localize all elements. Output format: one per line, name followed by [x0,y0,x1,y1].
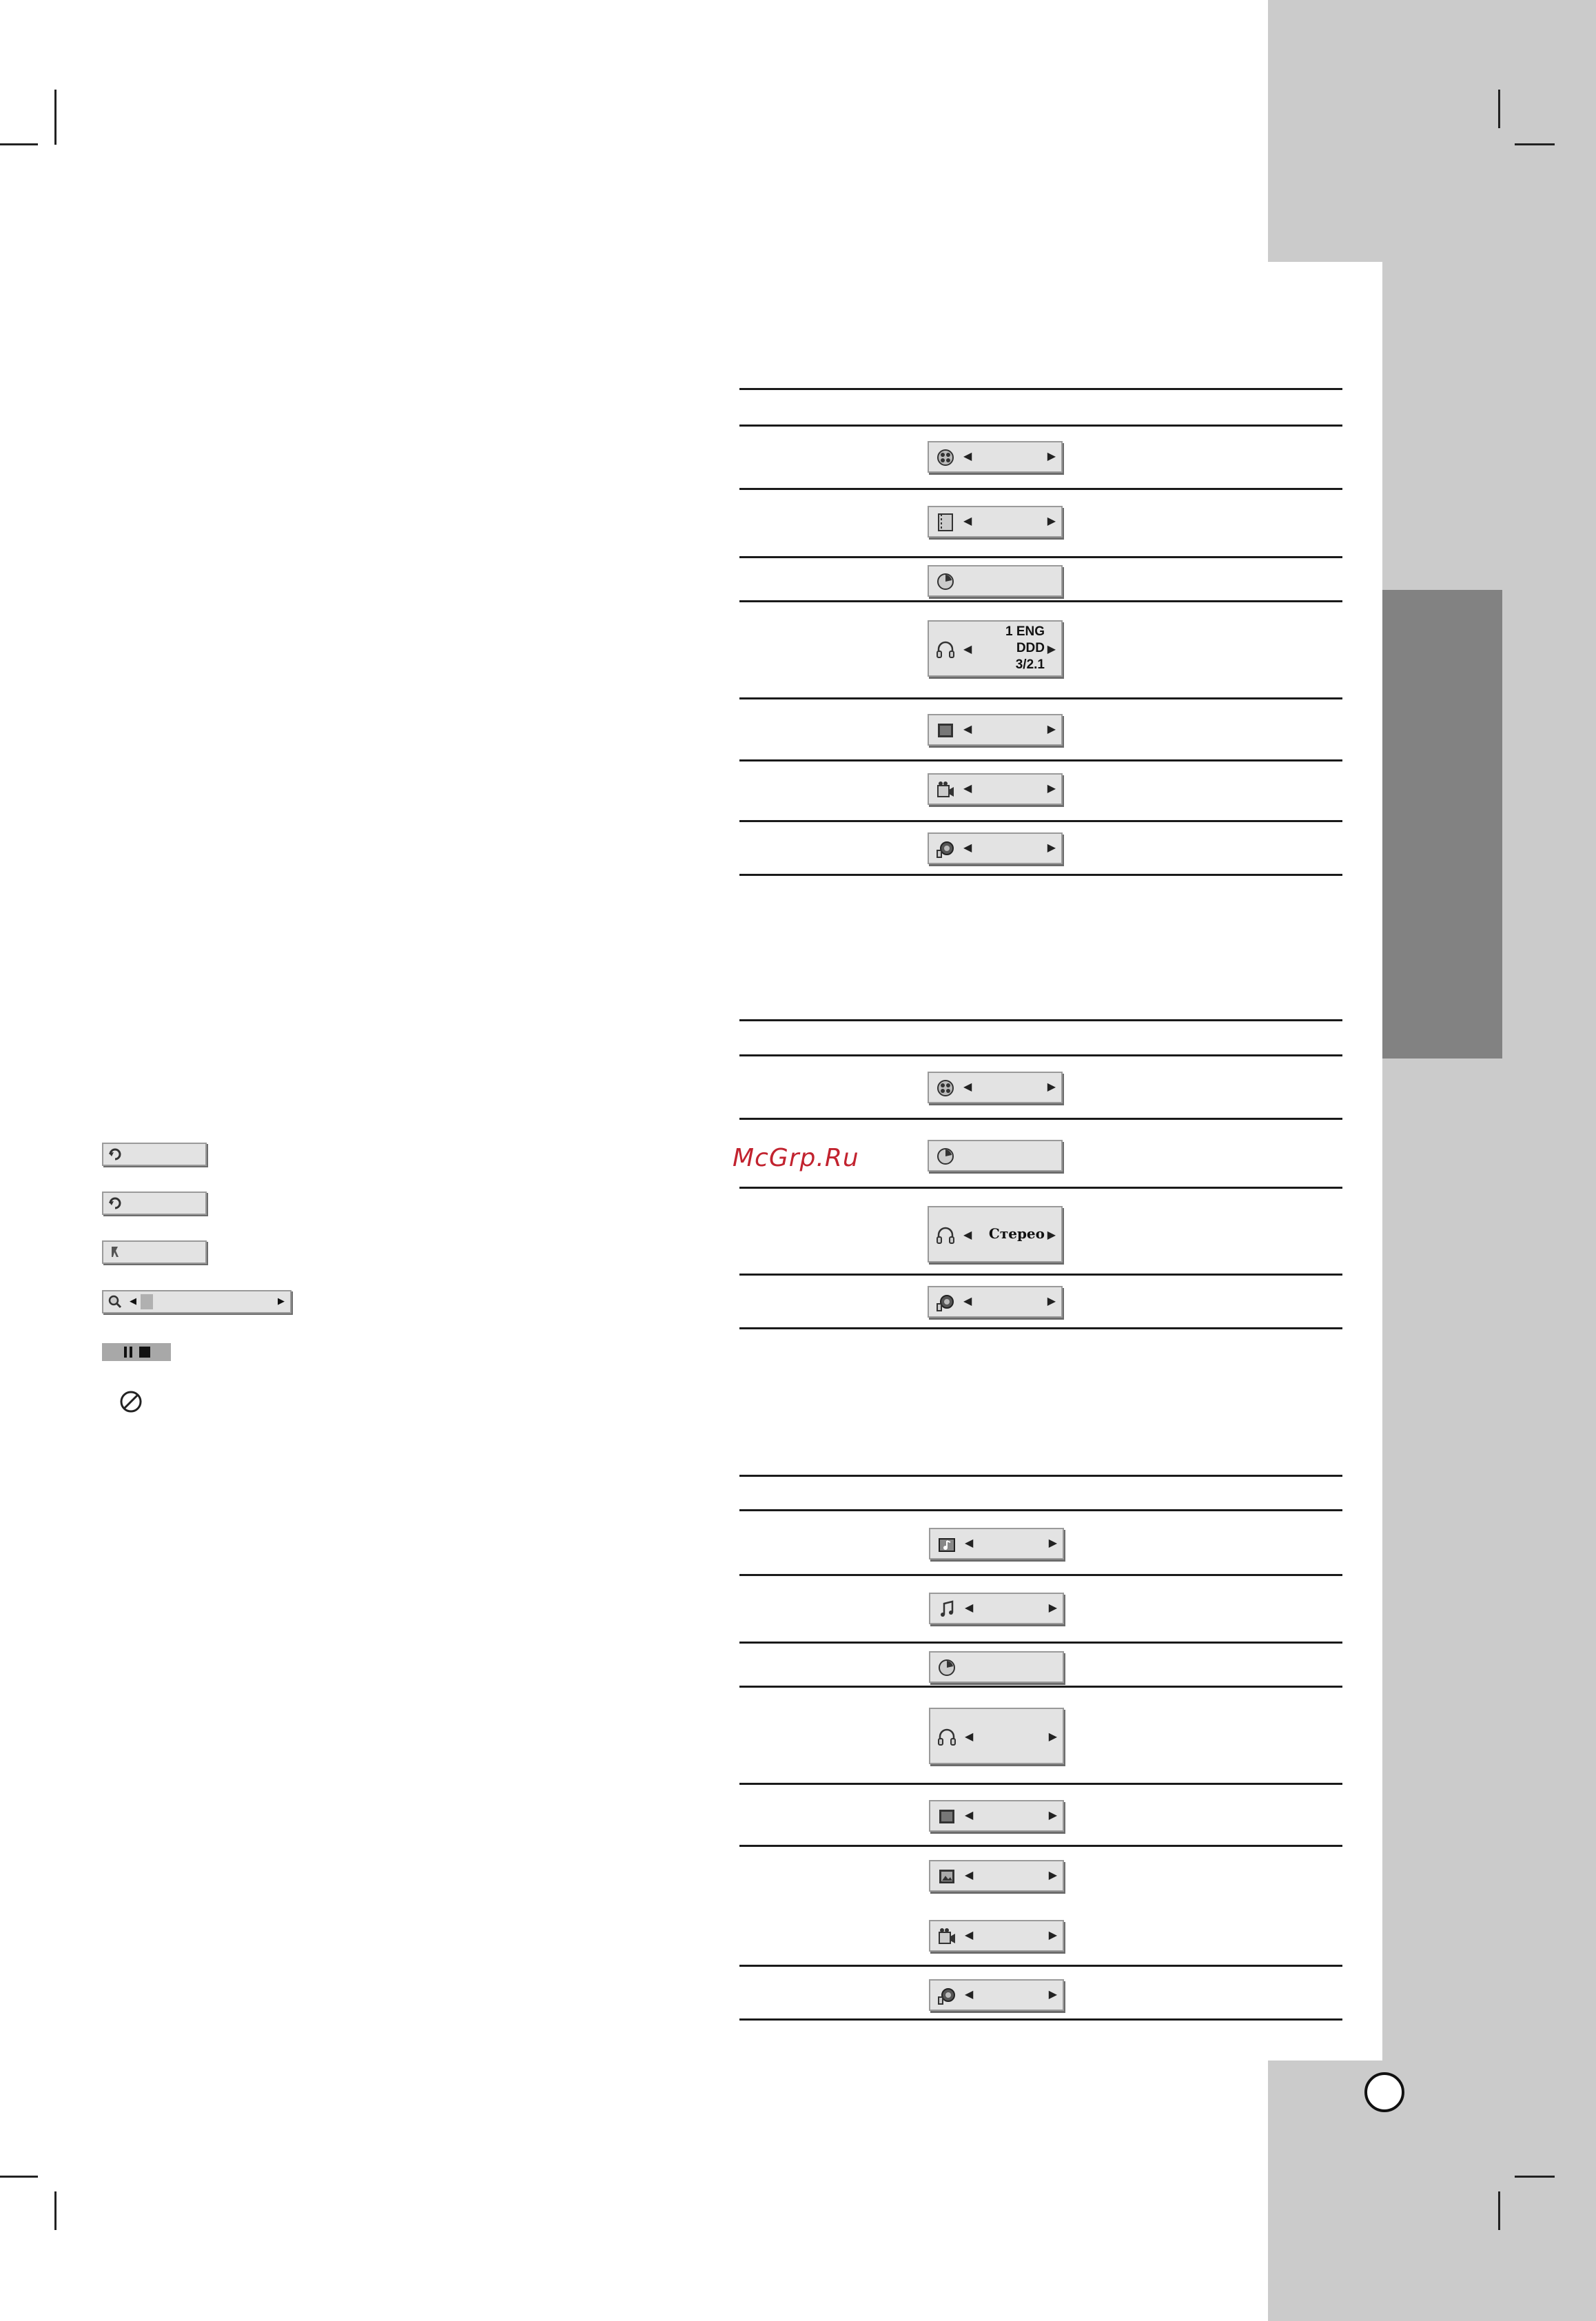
headphones-icon [936,1225,955,1245]
table-rule [739,1965,1342,1967]
subtitle-icon [937,1807,956,1826]
time-display[interactable] [929,1651,1064,1683]
right-arrow-icon[interactable]: ▶ [1048,1731,1057,1743]
music-note-icon [937,1599,956,1619]
speaker-icon [936,1293,955,1312]
title-icon [936,448,955,467]
speaker-icon [937,1986,956,2005]
crop-mark [54,90,57,145]
clock-icon [936,572,955,591]
crop-mark [0,2176,38,2178]
table-rule [739,488,1342,490]
angle-selector[interactable] [928,773,1063,805]
sound-selector[interactable] [928,1286,1063,1318]
table-rule [739,600,1342,602]
crop-mark [0,143,38,145]
pause-stop-indicator [102,1343,171,1361]
camera-angle-icon [936,780,955,799]
page-number-circle [1364,2072,1404,2112]
right-arrow-icon[interactable]: ▶ [1047,1296,1056,1307]
left-arrow-icon[interactable]: ◀ [965,1731,974,1743]
table-rule [739,820,1342,822]
crop-mark [1515,2176,1555,2178]
headphones-icon [936,640,955,659]
sound-selector[interactable] [929,1979,1064,2011]
right-arrow-icon[interactable]: ▶ [1047,451,1056,462]
left-arrow-icon[interactable]: ◀ [963,1229,972,1241]
subtitle-icon [936,721,955,740]
subtitle-selector[interactable] [928,714,1063,746]
table-rule [739,1187,1342,1189]
table-rule [739,425,1342,427]
chapter-selector[interactable] [928,506,1063,538]
left-arrow-icon[interactable]: ◀ [963,724,972,735]
crop-mark [54,2191,57,2230]
angle-selector[interactable] [929,1920,1064,1952]
right-arrow-icon[interactable]: ▶ [1048,1602,1057,1614]
left-arrow-icon[interactable]: ◀ [963,1081,972,1093]
left-arrow-icon[interactable]: ◀ [963,644,972,655]
crop-mark [1498,90,1500,128]
stop-icon [139,1347,150,1358]
table-rule [739,1574,1342,1576]
zoom-icon [108,1294,123,1309]
headphones-icon [937,1727,956,1746]
left-arrow-icon[interactable]: ◀ [965,1989,974,2001]
left-arrow-icon[interactable]: ◀ [965,1602,974,1614]
repeat-indicator [102,1192,207,1215]
left-arrow-icon[interactable]: ◀ [963,783,972,795]
right-arrow-icon[interactable]: ▶ [1047,644,1056,655]
right-arrow-icon[interactable]: ▶ [1047,515,1056,527]
table-rule [739,1274,1342,1276]
right-arrow-icon[interactable]: ▶ [1048,1810,1057,1821]
table-rule [739,1054,1342,1056]
prohibited-icon [119,1389,143,1414]
audio-language: 1 ENG [1005,624,1045,639]
left-arrow-icon[interactable]: ◀ [965,1870,974,1881]
slider-thumb[interactable] [141,1294,153,1309]
music-selector[interactable] [929,1593,1064,1624]
right-arrow-icon[interactable]: ▶ [1047,842,1056,854]
audio-selector[interactable] [929,1708,1064,1764]
pause-icon [124,1347,127,1358]
repeat-icon [108,1196,123,1211]
right-arrow-icon[interactable]: ▶ [1048,1537,1057,1549]
audio-channels: 3/2.1 [1015,657,1045,672]
left-arrow-icon[interactable]: ◀ [130,1296,136,1306]
table-rule [739,1642,1342,1644]
audio-mode-value: Стерео [988,1225,1045,1242]
marker-icon [108,1245,123,1260]
file-selector[interactable] [929,1528,1064,1560]
left-arrow-icon[interactable]: ◀ [965,1930,974,1941]
time-display[interactable] [928,1140,1063,1172]
title-selector[interactable] [928,441,1063,473]
time-display[interactable] [928,565,1063,597]
table-rule [739,697,1342,699]
watermark-text: McGrp.Ru [733,1144,859,1172]
marker-indicator [102,1240,207,1264]
table-rule [739,1327,1342,1329]
sidebar-strip [1382,262,1596,2061]
table-rule [739,1783,1342,1785]
right-arrow-icon[interactable]: ▶ [1047,724,1056,735]
title-icon [936,1078,955,1098]
crop-mark [1498,2191,1500,2230]
table-rule [739,1509,1342,1511]
table-rule [739,1845,1342,1847]
table-rule [739,1686,1342,1688]
right-arrow-icon[interactable]: ▶ [278,1296,285,1306]
pause-icon [130,1347,132,1358]
audio-selector[interactable] [928,620,1063,677]
chapter-icon [936,513,955,532]
right-arrow-icon[interactable]: ▶ [1047,1229,1056,1241]
repeat-indicator [102,1143,207,1166]
right-arrow-icon[interactable]: ▶ [1047,783,1056,795]
right-arrow-icon[interactable]: ▶ [1047,1081,1056,1093]
table-rule [739,874,1342,876]
picture-selector[interactable] [929,1860,1064,1892]
table-rule [739,759,1342,761]
repeat-icon [108,1147,123,1162]
section-tab [1382,590,1502,1059]
left-arrow-icon[interactable]: ◀ [965,1537,974,1549]
table-rule [739,556,1342,558]
picture-icon [937,1867,956,1886]
left-arrow-icon[interactable]: ◀ [965,1810,974,1821]
zoom-slider[interactable] [102,1290,291,1313]
left-arrow-icon[interactable]: ◀ [963,842,972,854]
left-arrow-icon[interactable]: ◀ [963,515,972,527]
music-folder-icon [937,1535,956,1554]
sidebar-bottom [1268,2061,1596,2321]
table-rule [739,1118,1342,1120]
left-arrow-icon[interactable]: ◀ [963,451,972,462]
crop-mark [1515,143,1555,145]
right-arrow-icon[interactable]: ▶ [1048,1930,1057,1941]
audio-channel-selector[interactable] [928,1206,1063,1262]
table-rule [739,1019,1342,1021]
camera-angle-icon [937,1927,956,1946]
audio-format: DDD [1016,641,1045,655]
track-selector[interactable] [928,1072,1063,1103]
table-rule [739,2018,1342,2021]
right-arrow-icon[interactable]: ▶ [1048,1870,1057,1881]
sidebar-top [1268,0,1596,262]
sound-selector[interactable] [928,832,1063,864]
right-arrow-icon[interactable]: ▶ [1048,1989,1057,2001]
left-arrow-icon[interactable]: ◀ [963,1296,972,1307]
clock-icon [936,1147,955,1166]
table-rule [739,1475,1342,1477]
clock-icon [937,1658,956,1677]
subtitle-selector[interactable] [929,1800,1064,1832]
table-rule [739,388,1342,390]
speaker-icon [936,839,955,859]
